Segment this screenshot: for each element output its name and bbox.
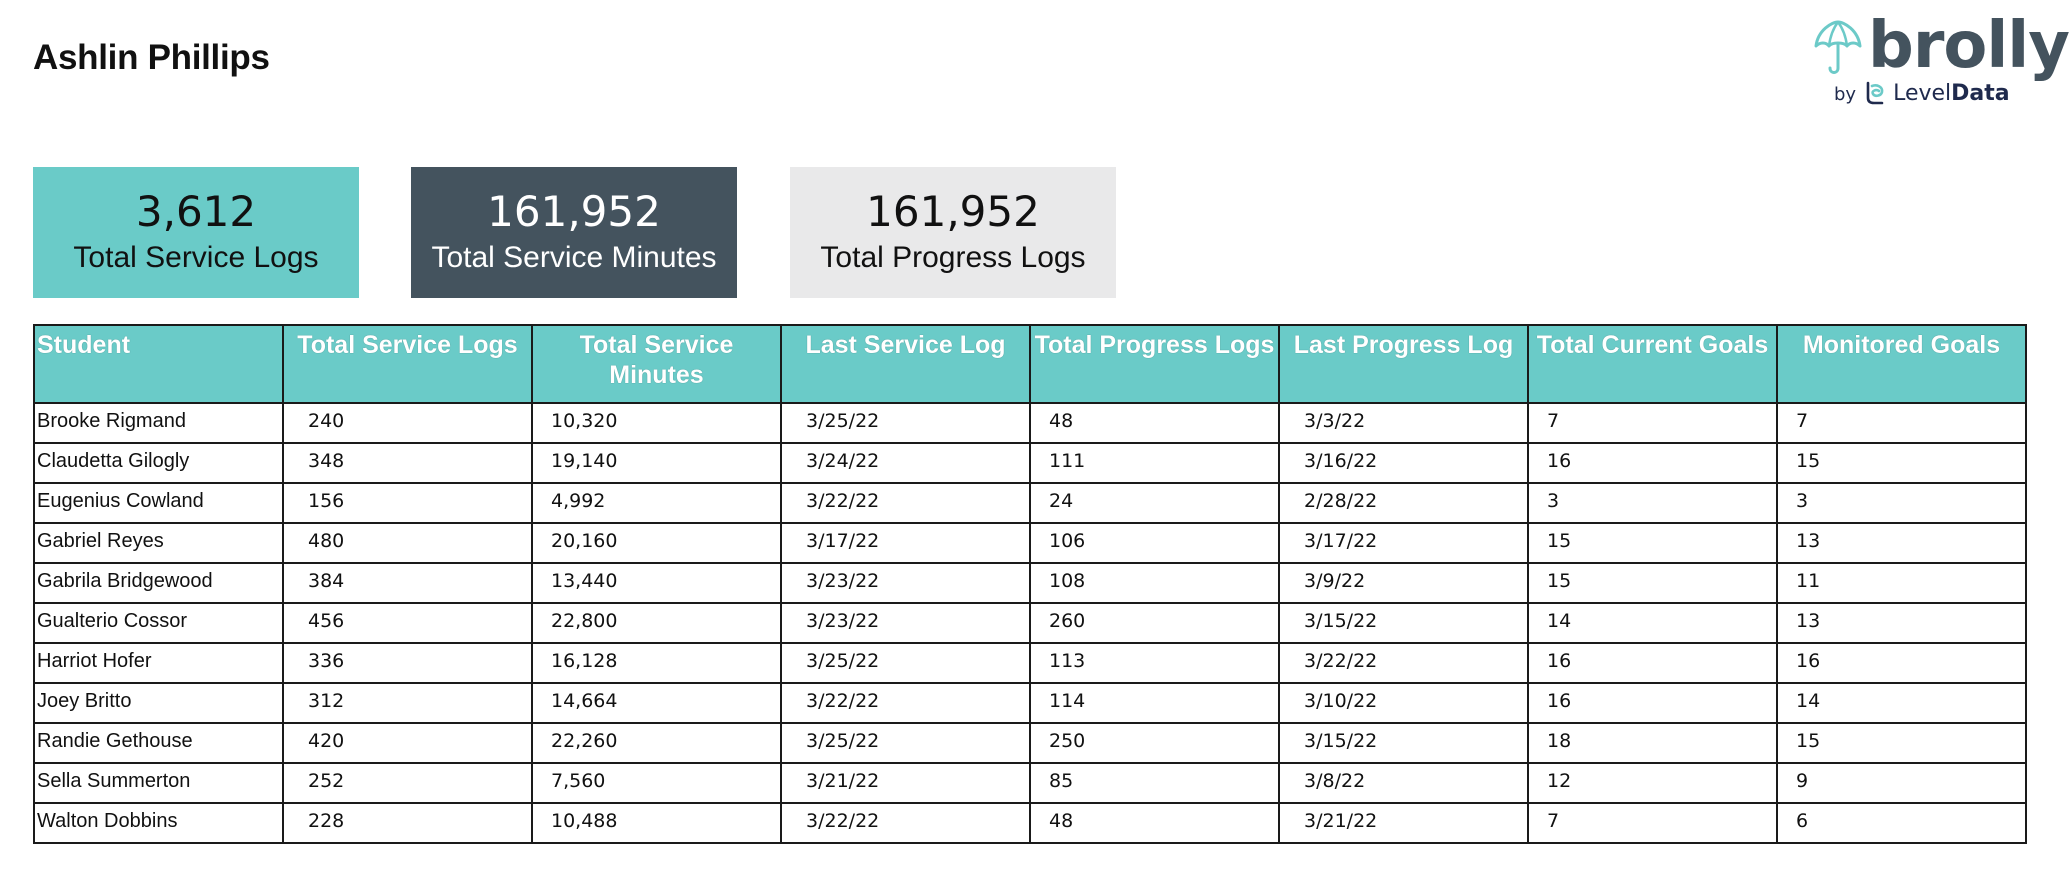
cell-total-service-logs: 456 [283,603,532,643]
cell-total-progress-logs: 260 [1030,603,1279,643]
kpi-value: 161,952 [487,187,661,237]
cell-total-progress-logs: 24 [1030,483,1279,523]
cell-total-service-minutes: 7,560 [532,763,781,803]
kpi-label: Total Progress Logs [820,240,1086,274]
level-data-icon [1862,80,1888,106]
umbrella-icon [1812,18,1864,78]
cell-total-current-goals: 14 [1528,603,1777,643]
cell-monitored-goals: 15 [1777,443,2026,483]
cell-total-progress-logs: 113 [1030,643,1279,683]
cell-total-service-logs: 336 [283,643,532,683]
cell-monitored-goals: 11 [1777,563,2026,603]
cell-total-current-goals: 15 [1528,523,1777,563]
cell-monitored-goals: 3 [1777,483,2026,523]
cell-last-progress-log: 3/21/22 [1279,803,1528,843]
cell-total-service-logs: 156 [283,483,532,523]
table-row [34,643,2026,683]
table-row [34,763,2026,803]
cell-last-progress-log: 2/28/22 [1279,483,1528,523]
cell-monitored-goals: 7 [1777,403,2026,443]
cell-total-current-goals: 16 [1528,683,1777,723]
kpi-total-service-minutes [411,167,737,298]
cell-student-name: Gualterio Cossor [34,603,283,643]
cell-total-current-goals: 15 [1528,563,1777,603]
cell-last-progress-log: 3/16/22 [1279,443,1528,483]
cell-last-service-log: 3/21/22 [781,763,1030,803]
table-row [34,803,2026,843]
cell-total-service-logs: 240 [283,403,532,443]
cell-total-service-minutes: 10,488 [532,803,781,843]
cell-student-name: Harriot Hofer [34,643,283,683]
cell-last-service-log: 3/17/22 [781,523,1030,563]
cell-last-progress-log: 3/22/22 [1279,643,1528,683]
kpi-value: 3,612 [135,187,257,237]
cell-total-current-goals: 18 [1528,723,1777,763]
kpi-total-progress-logs [790,167,1116,298]
cell-total-service-logs: 420 [283,723,532,763]
cell-monitored-goals: 6 [1777,803,2026,843]
cell-last-progress-log: 3/17/22 [1279,523,1528,563]
cell-total-current-goals: 16 [1528,643,1777,683]
cell-last-service-log: 3/23/22 [781,603,1030,643]
cell-total-progress-logs: 48 [1030,403,1279,443]
column-header-total-service-minutes: Total Service Minutes [532,325,781,403]
column-header-total-service-logs: Total Service Logs [283,325,532,403]
cell-total-progress-logs: 250 [1030,723,1279,763]
cell-total-service-logs: 312 [283,683,532,723]
cell-student-name: Brooke Rigmand [34,403,283,443]
cell-last-service-log: 3/25/22 [781,723,1030,763]
cell-monitored-goals: 16 [1777,643,2026,683]
cell-total-service-logs: 384 [283,563,532,603]
cell-total-progress-logs: 108 [1030,563,1279,603]
kpi-label: Total Service Logs [73,240,319,274]
cell-last-service-log: 3/24/22 [781,443,1030,483]
cell-student-name: Gabriel Reyes [34,523,283,563]
page-title: Ashlin Phillips [33,38,270,77]
cell-total-service-minutes: 22,260 [532,723,781,763]
cell-student-name: Eugenius Cowland [34,483,283,523]
brand-level: Level [1893,81,1952,106]
cell-student-name: Claudetta Gilogly [34,443,283,483]
brand-data: Data [1951,81,2010,106]
cell-total-service-logs: 228 [283,803,532,843]
table-row [34,523,2026,563]
cell-total-service-minutes: 19,140 [532,443,781,483]
cell-total-progress-logs: 106 [1030,523,1279,563]
cell-last-progress-log: 3/10/22 [1279,683,1528,723]
brand-by: by [1834,84,1857,105]
cell-total-service-logs: 480 [283,523,532,563]
cell-last-progress-log: 3/9/22 [1279,563,1528,603]
cell-total-service-logs: 252 [283,763,532,803]
cell-student-name: Gabrila Bridgewood [34,563,283,603]
cell-last-service-log: 3/25/22 [781,643,1030,683]
table-row [34,603,2026,643]
cell-total-current-goals: 7 [1528,803,1777,843]
column-header-total-progress-logs: Total Progress Logs [1030,325,1279,403]
cell-last-progress-log: 3/15/22 [1279,723,1528,763]
cell-total-service-minutes: 20,160 [532,523,781,563]
cell-total-current-goals: 12 [1528,763,1777,803]
table-row [34,403,2026,443]
cell-total-service-minutes: 14,664 [532,683,781,723]
cell-total-progress-logs: 48 [1030,803,1279,843]
column-header-monitored-goals: Monitored Goals [1777,325,2026,403]
cell-last-service-log: 3/25/22 [781,403,1030,443]
cell-student-name: Walton Dobbins [34,803,283,843]
cell-total-service-minutes: 13,440 [532,563,781,603]
cell-last-service-log: 3/22/22 [781,803,1030,843]
kpi-label: Total Service Minutes [431,240,717,274]
cell-total-service-minutes: 16,128 [532,643,781,683]
cell-total-current-goals: 16 [1528,443,1777,483]
cell-student-name: Sella Summerton [34,763,283,803]
table-row [34,443,2026,483]
kpi-value: 161,952 [866,187,1040,237]
cell-total-progress-logs: 111 [1030,443,1279,483]
cell-last-service-log: 3/23/22 [781,563,1030,603]
cell-last-service-log: 3/22/22 [781,483,1030,523]
cell-total-current-goals: 7 [1528,403,1777,443]
students-table [33,324,2027,844]
kpi-total-service-logs [33,167,359,298]
table-row [34,723,2026,763]
table-body [34,403,2026,843]
cell-monitored-goals: 13 [1777,603,2026,643]
cell-student-name: Joey Britto [34,683,283,723]
table-row [34,563,2026,603]
column-header-last-progress-log: Last Progress Log [1279,325,1528,403]
cell-total-service-logs: 348 [283,443,532,483]
cell-monitored-goals: 14 [1777,683,2026,723]
cell-total-service-minutes: 10,320 [532,403,781,443]
cell-total-service-minutes: 4,992 [532,483,781,523]
cell-monitored-goals: 13 [1777,523,2026,563]
cell-total-progress-logs: 85 [1030,763,1279,803]
column-header-total-current-goals: Total Current Goals [1528,325,1777,403]
cell-last-progress-log: 3/3/22 [1279,403,1528,443]
cell-last-service-log: 3/22/22 [781,683,1030,723]
cell-total-current-goals: 3 [1528,483,1777,523]
column-header-student: Student [34,325,283,403]
column-header-last-service-log: Last Service Log [781,325,1030,403]
cell-monitored-goals: 9 [1777,763,2026,803]
table-row [34,683,2026,723]
cell-last-progress-log: 3/8/22 [1279,763,1528,803]
brand-logo [1812,9,2069,106]
brand-byline [1834,74,2010,106]
cell-total-progress-logs: 114 [1030,683,1279,723]
cell-last-progress-log: 3/15/22 [1279,603,1528,643]
table-header-row [34,325,2026,403]
table-row [34,483,2026,523]
cell-student-name: Randie Gethouse [34,723,283,763]
cell-total-service-minutes: 22,800 [532,603,781,643]
brand-wordmark: brolly [1868,9,2069,83]
cell-monitored-goals: 15 [1777,723,2026,763]
